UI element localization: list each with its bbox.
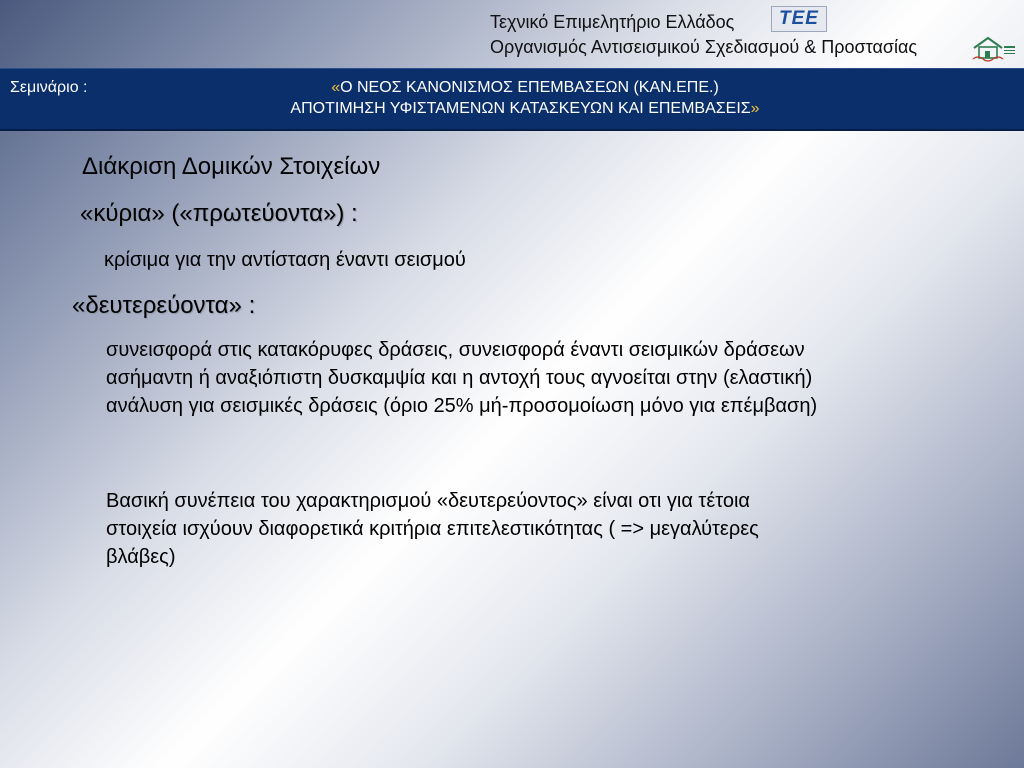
text-line: στοιχεία ισχύουν διαφορετικά κριτήρια επιτελεστικότητας ( => μεγαλύτερες: [106, 518, 759, 540]
secondary-elements-heading: «δευτερεύοντα» :: [72, 292, 256, 319]
organization-name: Τεχνικό Επιμελητήριο Ελλάδος: [490, 12, 735, 32]
consequence-paragraph: [106, 487, 966, 571]
text-line: ασήμαντη ή αναξιόπιστη δυσκαμψία και η αντοχή τους αγνοείται στην (ελαστική): [106, 367, 813, 389]
seminar-title-line2: [175, 98, 875, 119]
primary-elements-heading: «κύρια» («πρωτεύοντα») :: [80, 200, 358, 227]
organization-subtitle: Οργανισμός Αντισεισμικού Σχεδιασμού & Προστασίας: [490, 37, 918, 57]
seminar-label: Σεμινάριο :: [10, 79, 88, 96]
title-line2-text: ΑΠΟΤΙΜΗΣΗ ΥΦΙΣΤΑΜΕΝΩΝ ΚΑΤΑΣΚΕΥΩΝ ΚΑΙ ΕΠΕΜΒΑΣΕΙΣ: [290, 100, 751, 117]
title-line1-text: Ο ΝΕΟΣ ΚΑΝΟΝΙΣΜΟΣ ΕΠΕΜΒΑΣΕΩΝ (ΚΑΝ.ΕΠΕ.): [340, 79, 719, 96]
text-line: βλάβες): [106, 546, 176, 568]
house-seismic-logo-icon: [972, 34, 1016, 62]
close-quote: »: [750, 100, 760, 117]
header: [0, 0, 1024, 68]
secondary-elements-text: [106, 336, 1021, 420]
text-line: συνεισφορά στις κατακόρυφες δράσεις, συνεισφορά έναντι σεισμικών δράσεων: [106, 339, 805, 361]
primary-elements-text: κρίσιμα για την αντίσταση έναντι σεισμού: [104, 249, 466, 271]
open-quote: «: [331, 79, 341, 96]
seminar-title: [175, 77, 875, 119]
tee-logo: TEE: [771, 6, 827, 32]
text-line: Βασική συνέπεια του χαρακτηρισμού «δευτερεύοντος» είναι οτι για τέτοια: [106, 490, 750, 512]
seminar-title-line1: [175, 77, 875, 98]
slide-body: [0, 128, 1024, 768]
seminar-banner: [0, 68, 1024, 131]
slide-heading: Διάκριση Δομικών Στοιχείων: [82, 153, 381, 180]
text-line: ανάλυση για σεισμικές δράσεις (όριο 25% μή-προσομοίωση μόνο για επέμβαση): [106, 395, 818, 417]
